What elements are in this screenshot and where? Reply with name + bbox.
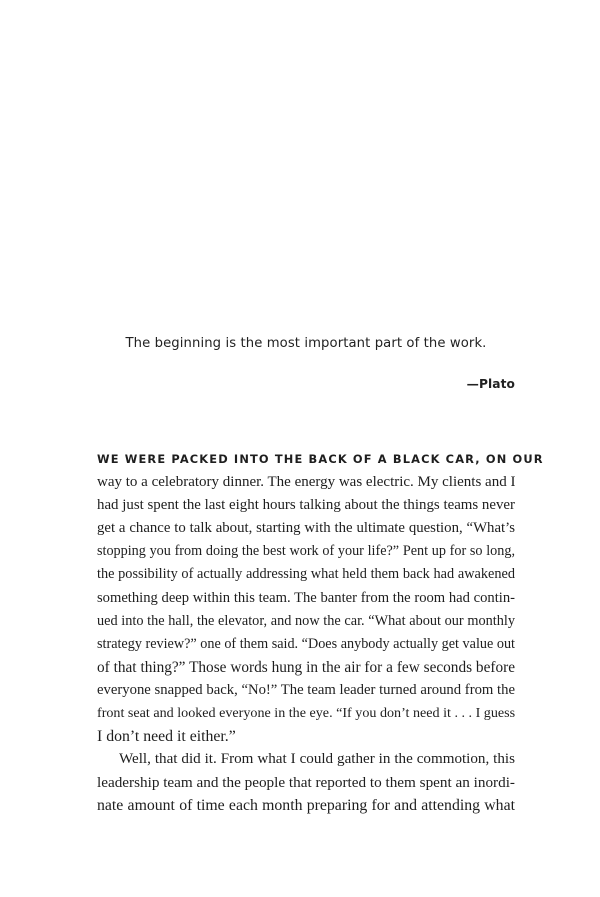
text-line: had just spent the last eight hours talking about the things teams never — [97, 497, 515, 514]
epigraph-quote: The beginning is the most important part of the work. — [125, 336, 487, 351]
epigraph — [97, 334, 515, 391]
text-line: the possibility of actually addressing what held them back had awakened — [97, 566, 515, 583]
body-text — [97, 448, 544, 818]
text-line: everyone snapped back, “No!” The team leader turned around from the — [97, 681, 515, 698]
text-line: strategy review?” one of them said. “Does anybody actually get value out — [97, 635, 515, 652]
epigraph-attribution: —Plato — [466, 377, 515, 391]
text-line — [97, 448, 544, 471]
text-line: leadership team and the people that reported to them spent an inordi- — [97, 774, 515, 792]
text-line: front seat and looked everyone in the eye. “If you don’t need it . . . I guess — [97, 705, 516, 722]
text-line: stopping you from doing the best work of your life?” Pent up for so long, — [97, 543, 515, 560]
text-line: of that thing?” Those words hung in the air for a few seconds before — [97, 658, 515, 676]
lead-in: WE WERE PACKED INTO THE BACK OF A BLACK CAR, ON OUR — [97, 452, 544, 466]
text-line: ued into the hall, the elevator, and now the car. “What about our monthly — [97, 612, 515, 629]
text-line: way to a celebratory dinner. The energy was electric. My clients and I — [97, 474, 516, 491]
text-line: I don’t need it either.” — [97, 728, 236, 746]
text-line: nate amount of time each month preparing for and attending what — [97, 797, 515, 815]
text-line: something deep within this team. The banter from the room had contin- — [97, 589, 515, 606]
text-line: Well, that did it. From what I could gather in the commotion, this — [119, 751, 515, 768]
text-line: get a chance to talk about, starting with the ultimate question, “What’s — [97, 520, 515, 537]
